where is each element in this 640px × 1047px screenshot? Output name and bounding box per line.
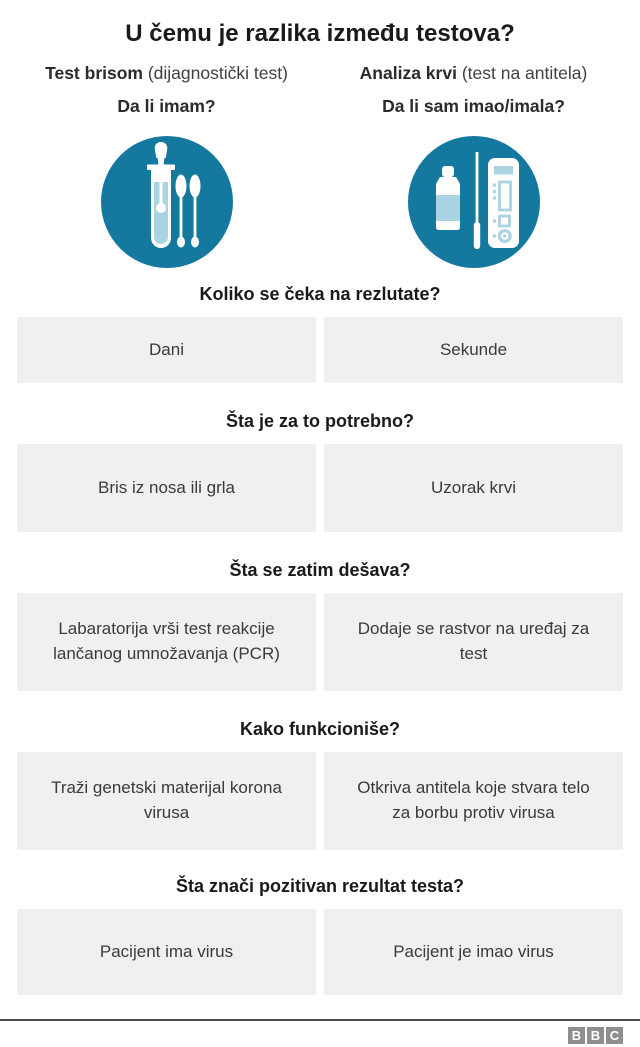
answer-row: [0, 752, 640, 850]
section-heading: Šta znači pozitivan rezultat testa?: [175, 876, 465, 896]
column-title-note: (test na antitela): [461, 63, 588, 83]
column-title-bold: Test brisom: [45, 63, 143, 83]
section-what-is-needed: [0, 411, 640, 532]
section-heading: Kako funkcioniše?: [239, 719, 401, 739]
column-swab-test: [17, 63, 316, 268]
answer-row: [0, 317, 640, 383]
section-positive-result-meaning: [0, 876, 640, 995]
section-wait-time: [0, 284, 640, 383]
answer-box-blood: Dodaje se rastvor na uređaj za test: [324, 593, 623, 691]
column-headers: [0, 63, 640, 268]
column-title-note: (dijagnostički test): [147, 63, 288, 83]
answer-box-blood: Uzorak krvi: [324, 444, 623, 532]
column-question-blood: Da li sam imao/imala?: [382, 96, 565, 116]
section-heading: Šta se zatim dešava?: [229, 560, 411, 580]
answer-box-swab: Bris iz nosa ili grla: [17, 444, 316, 532]
bbc-logo: [0, 1021, 640, 1047]
answer-box-blood: Otkriva antitela koje stvara telo za borbu protiv virusa: [324, 752, 623, 850]
logo-letter: C: [606, 1027, 623, 1044]
footer: [0, 1019, 640, 1047]
page-title: U čemu je razlika između testova?: [125, 20, 515, 47]
answer-box-blood: Sekunde: [324, 317, 623, 383]
section-heading: Šta je za to potrebno?: [225, 411, 414, 431]
section-how-it-works: [0, 719, 640, 850]
answer-row: [0, 593, 640, 691]
section-what-happens-next: [0, 560, 640, 691]
column-title-swab: [17, 63, 316, 84]
swab-test-icon: [101, 136, 233, 268]
blood-test-icon: [408, 136, 540, 268]
answer-box-swab: Pacijent ima virus: [17, 909, 316, 995]
logo-letter: B: [587, 1027, 604, 1044]
column-title-blood: [324, 63, 623, 84]
answer-box-swab: Dani: [17, 317, 316, 383]
column-title-bold: Analiza krvi: [359, 63, 457, 83]
column-blood-test: [324, 63, 623, 268]
answer-box-swab: Labaratorija vrši test reakcije lančanog umnožavanja (PCR): [17, 593, 316, 691]
column-question-swab: Da li imam?: [117, 96, 216, 116]
answer-row: [0, 909, 640, 995]
answer-box-blood: Pacijent je imao virus: [324, 909, 623, 995]
answer-box-swab: Traži genetski materijal korona virusa: [17, 752, 316, 850]
logo-letter: B: [568, 1027, 585, 1044]
answer-row: [0, 444, 640, 532]
section-heading: Koliko se čeka na rezlutate?: [199, 284, 441, 304]
